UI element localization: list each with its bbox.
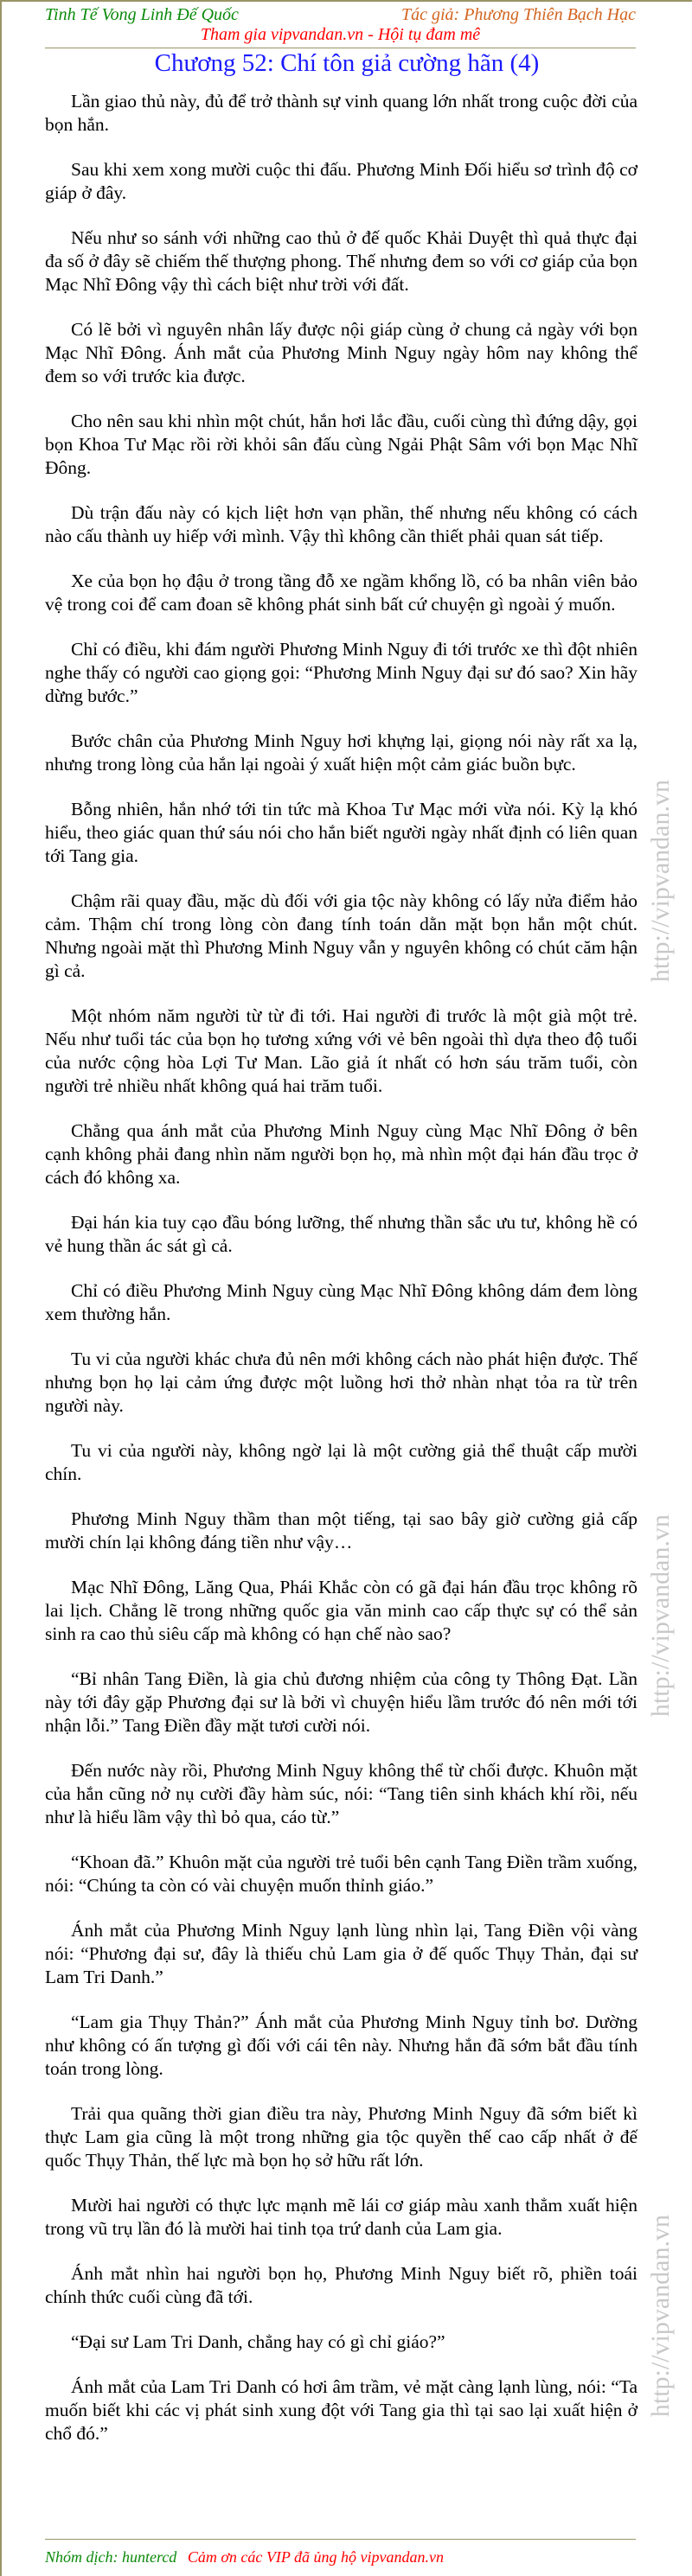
paragraph: Sau khi xem xong mười cuộc thi đấu. Phương Minh Đối hiểu sơ trình độ cơ giáp ở đây.: [45, 159, 638, 203]
paragraph: Chậm rãi quay đầu, mặc dù đối với gia tộc này không có lấy nửa điểm hảo cảm. Thậm chí trong lòng còn đang tính toán dằn mặt bọn hắn một chút. Nhưng ngoài mặt thì Phương Minh Nguy vẫn y nguyên không có chút căm hận gì cả.: [45, 890, 638, 981]
paragraph: Xe của bọn họ đậu ở trong tầng đỗ xe ngầm khổng lồ, có ba nhân viên bảo vệ trong coi để cam đoan sẽ không phát sinh bất cứ chuyện gì ngoài ý muốn.: [45, 571, 638, 615]
paragraph: Lần giao thủ này, đủ để trở thành sự vinh quang lớn nhất trong cuộc đời của bọn hắn.: [45, 91, 638, 135]
header-site-slogan: Tham gia vipvandan.vn - Hội tụ đam mê: [200, 25, 481, 44]
page-footer: [45, 2548, 444, 2566]
paragraph: Dù trận đấu này có kịch liệt hơn vạn phần, thế nhưng nếu không có cách nào cấu thành uy hiếp với mình. Vậy thì không cần thiết phải quan sát tiếp.: [45, 502, 638, 546]
paragraph: Ánh mắt nhìn hai người bọn họ, Phương Minh Nguy biết rõ, phiền toái chính thức cuối cùng đã tới.: [45, 2263, 638, 2307]
paragraph: Bỗng nhiên, hắn nhớ tới tin tức mà Khoa Tư Mạc mới vừa nói. Kỳ lạ khó hiểu, theo giác quan thứ sáu nói cho hắn biết người ngày nhất định có liên quan tới Tang gia.: [45, 799, 638, 866]
paragraph: Mười hai người có thực lực mạnh mẽ lái cơ giáp màu xanh thẳm xuất hiện trong vũ trụ lần đó là mười hai tinh tọa trứ danh của Lam gia.: [45, 2195, 638, 2239]
paragraph: Ánh mắt của Lam Tri Danh có hơi âm trầm, vẻ mặt càng lạnh lùng, nói: “Ta muốn biết khi các vị phát sinh xung đột với Tang gia thì tại sao lại xuất hiện ở chổ đó.”: [45, 2376, 638, 2444]
footer-divider: [45, 2539, 636, 2540]
paragraph: Ánh mắt của Phương Minh Nguy lạnh lùng nhìn lại, Tang Điền vội vàng nói: “Phương đại sư, đây là thiếu chủ Lam gia ở đế quốc Thụy Thản, đại sư Lam Tri Danh.”: [45, 1920, 638, 1987]
footer-thanks: Cảm ơn các VIP đã ủng hộ vipvandan.vn: [187, 2548, 445, 2566]
paragraph: Trải qua quãng thời gian điều tra này, Phương Minh Nguy đã sớm biết kì thực Lam gia cũng là một trong những gia tộc quyền thế cao cấp nhất ở đế quốc Thụy Thản, thế lực mà bọn họ sở hữu rất lớn.: [45, 2103, 638, 2171]
paragraph: Có lẽ bởi vì nguyên nhân lấy được nội giáp cùng ở chung cả ngày với bọn Mạc Nhĩ Đông. Ánh mắt của Phương Minh Nguy ngày hôm nay không thể đem so với trước kia được.: [45, 319, 638, 386]
watermark: http://vipvandan.vn: [646, 1514, 675, 1718]
paragraph: Tu vi của người khác chưa đủ nên mới không cách nào phát hiện được. Thế nhưng bọn họ lại cảm ứng được một luồng hơi thở nhàn nhạt tỏa ra từ trên người này.: [45, 1349, 638, 1416]
paragraph: Bước chân của Phương Minh Nguy hơi khựng lại, giọng nói này rất xa lạ, nhưng trong lòng của hắn lại ngoài ý xuất hiện một cảm giác buồn bực.: [45, 730, 638, 775]
watermark: http://vipvandan.vn: [646, 2215, 675, 2418]
paragraph: Phương Minh Nguy thầm than một tiếng, tại sao bây giờ cường giả cấp mười chín lại không đáng tiền như vậy…: [45, 1508, 638, 1553]
paragraph: “Đại sư Lam Tri Danh, chẳng hay có gì chỉ giáo?”: [71, 2331, 445, 2352]
paragraph: Đến nước này rồi, Phương Minh Nguy không thể từ chối được. Khuôn mặt của hắn cũng nở nụ cười đầy hàm súc, nói: “Tang tiên sinh khách khí rồi, nếu như là hiểu lầm vậy thì bỏ qua, cáo từ.”: [45, 1760, 638, 1827]
paragraph: “Lam gia Thụy Thản?” Ánh mắt của Phương Minh Nguy tỉnh bơ. Dường như không có ấn tượng gì đối với cái tên này. Nhưng hắn đã sớm bắt đầu tính toán trong lòng.: [45, 2012, 638, 2079]
paragraph: Nếu như so sánh với những cao thủ ở đế quốc Khải Duyệt thì quả thực đại đa số ở đây sẽ chiếm thế thượng phong. Thế nhưng đem so với cơ giáp của bọn Mạc Nhĩ Đông vậy thì cách biệt như trời với đất.: [45, 227, 638, 295]
watermark: http://vipvandan.vn: [646, 780, 675, 983]
header-book-title: Tinh Tế Vong Linh Đế Quốc: [45, 5, 239, 24]
header-author: Tác giả: Phương Thiên Bạch Hạc: [401, 5, 636, 24]
paragraph: Đại hán kia tuy cạo đầu bóng lưỡng, thế nhưng thần sắc ưu tư, không hề có vẻ hung thần ác sát gì cả.: [45, 1212, 638, 1256]
paragraph: “Khoan đã.” Khuôn mặt của người trẻ tuổi bên cạnh Tang Điền trầm xuống, nói: “Chúng ta còn có vài chuyện muốn thỉnh giáo.”: [45, 1852, 638, 1896]
paragraph: Cho nên sau khi nhìn một chút, hắn hơi lắc đầu, cuối cùng thì đứng dậy, gọi bọn Khoa Tư Mạc rồi rời khỏi sân đấu cùng Ngải Phật Sâm với bọn Mạc Nhĩ Đông.: [45, 411, 638, 478]
paragraph: Chỉ có điều, khi đám người Phương Minh Nguy đi tới trước xe thì đột nhiên nghe thấy có người cao giọng gọi: “Phương Minh Nguy đại sư đó sao? Xin hãy dừng bước.”: [45, 639, 638, 706]
footer-translator: Nhóm dịch: huntercd: [45, 2548, 177, 2566]
page-header: [45, 5, 636, 47]
paragraph: Chẳng qua ánh mắt của Phương Minh Nguy cùng Mạc Nhĩ Đông ở bên cạnh không phải đang nhìn năm người bọn họ, mà nhìn một đại hán đầu trọc ở cách đó không xa.: [45, 1120, 638, 1188]
paragraph: Mạc Nhĩ Đông, Lăng Qua, Phái Khắc còn có gã đại hán đầu trọc không rõ lai lịch. Chẳng lẽ trong những quốc gia văn minh cao cấp thực sự có thể sản sinh ra cao thủ siêu cấp mà không có hạn chế nào sao?: [45, 1577, 638, 1644]
paragraph: Một nhóm năm người từ từ đi tới. Hai người đi trước là một già một trẻ. Nếu như tuổi tác của bọn họ tương xứng với vẻ bên ngoài thì dựa theo độ tuổi của nước cộng hòa Lợi Tư Man. Lão giả ít nhất có hơn sáu trăm tuổi, còn người trẻ nhiều nhất không quá hai trăm tuổi.: [45, 1005, 638, 1096]
chapter-body: [45, 90, 638, 2467]
paragraph: “Bỉ nhân Tang Điền, là gia chủ đương nhiệm của công ty Thông Đạt. Lần này tới đây gặp Phương đại sư là bởi vì chuyện hiểu lầm trước đó nên mới tới nhận lỗi.” Tang Điền đầy mặt tươi cười nói.: [45, 1668, 638, 1736]
chapter-title: Chương 52: Chí tôn giả cường hãn (4): [154, 49, 540, 77]
paragraph: Chỉ có điều Phương Minh Nguy cùng Mạc Nhĩ Đông không dám đem lòng xem thường hắn.: [45, 1280, 638, 1324]
paragraph: Tu vi của người này, không ngờ lại là một cường giả thể thuật cấp mười chín.: [45, 1440, 638, 1484]
